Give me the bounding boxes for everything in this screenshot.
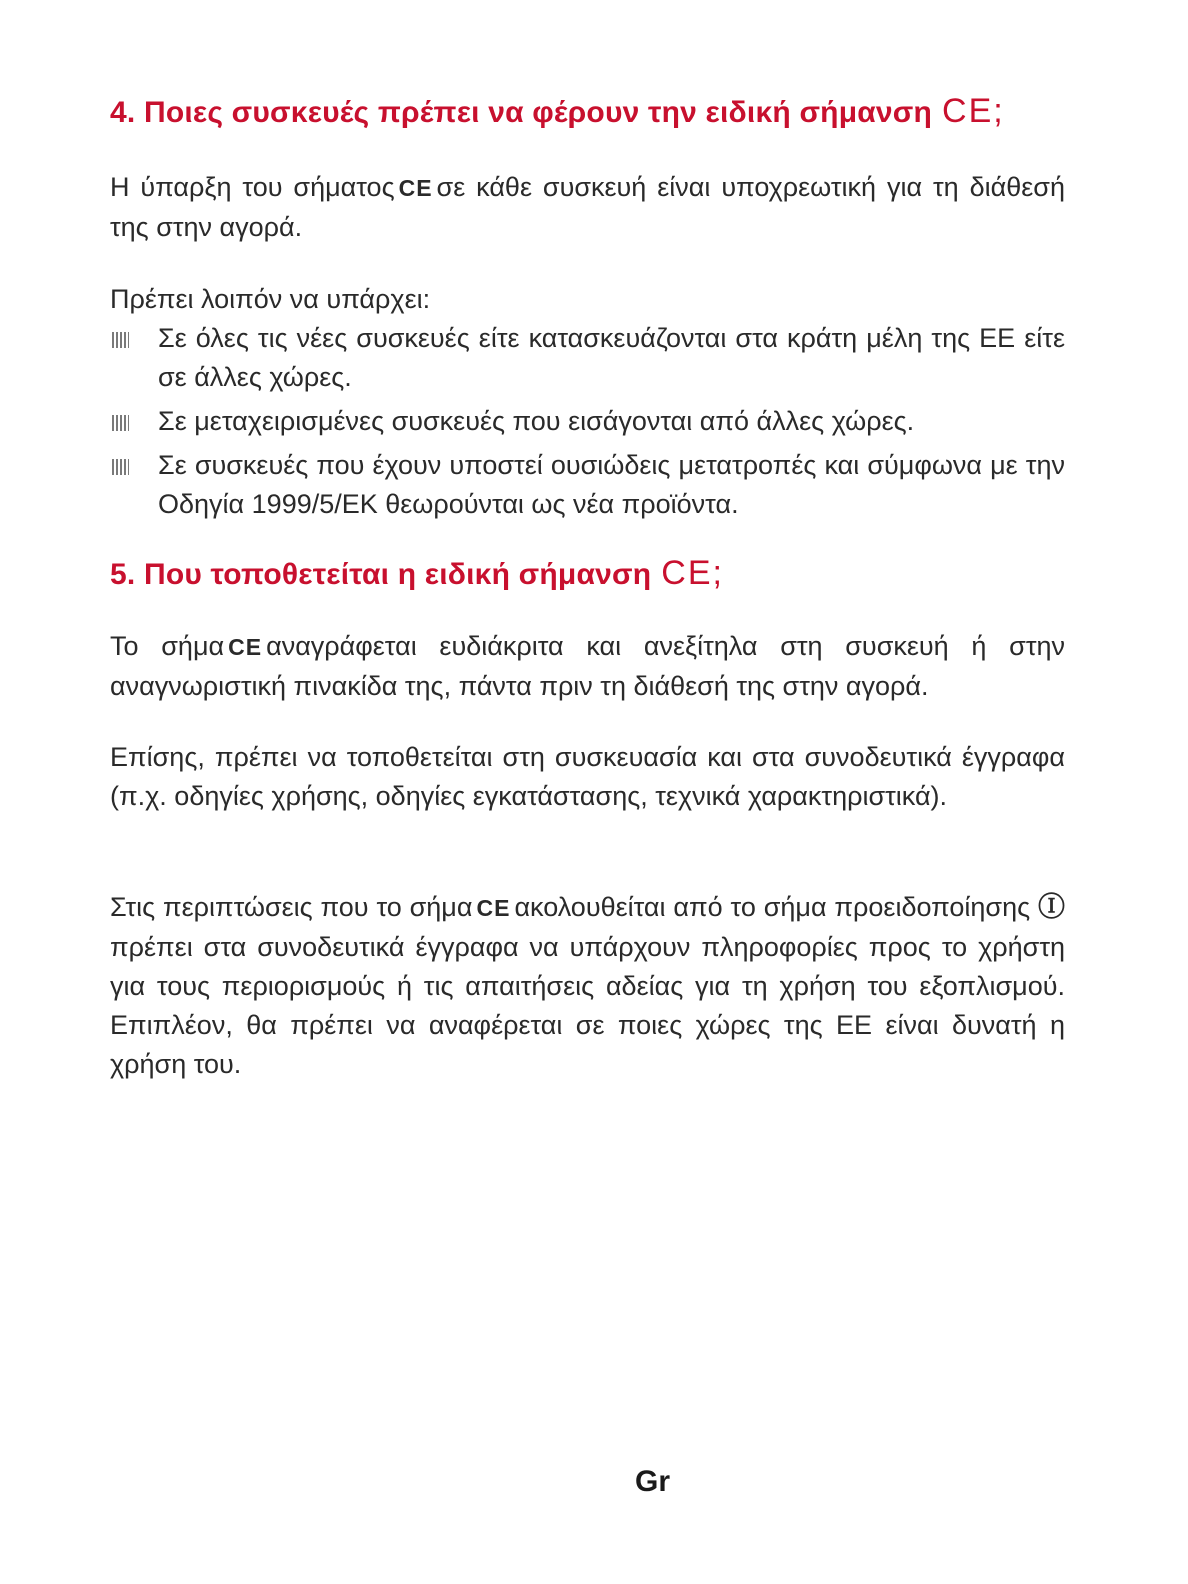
section-4-heading bbox=[110, 92, 1005, 131]
bullet-icon bbox=[112, 459, 129, 475]
text-span: ακολουθείται από το σήμα προειδοποίησης bbox=[514, 892, 1031, 922]
text-span: αναγράφεται ευδιάκριτα και ανεξίτηλα στη συσκευή ή στην αναγνωριστική πινακίδα της, πάντα πριν τη διάθεσή της στην αγορά. bbox=[110, 631, 1066, 701]
section-4-paragraph-2: Πρέπει λοιπόν να υπάρχει: bbox=[110, 284, 431, 314]
ce-mark-icon: CE bbox=[228, 634, 263, 660]
text-span: Το σήμα bbox=[110, 631, 225, 661]
ce-mark-icon: CE; bbox=[661, 554, 724, 592]
bullet-icon bbox=[112, 415, 129, 431]
list-item-text: Σε όλες τις νέες συσκευές είτε κατασκευάζονται στα κράτη μέλη της ΕΕ είτε σε άλλες χώρες. bbox=[158, 323, 1065, 392]
page-footer-language: Gr bbox=[635, 1465, 671, 1498]
ce-mark-icon: CE bbox=[398, 175, 433, 201]
warning-mark-icon: Ⓘ bbox=[1037, 892, 1065, 922]
list-item-text: Σε μεταχειρισμένες συσκευές που εισάγονται από άλλες χώρες. bbox=[158, 406, 915, 436]
section-4-paragraph-1 bbox=[110, 168, 1065, 247]
ce-mark-icon: CE bbox=[476, 895, 511, 921]
ce-mark-icon: CE; bbox=[942, 92, 1005, 130]
list-item bbox=[110, 446, 1065, 524]
section-5-paragraph-3 bbox=[110, 888, 1065, 1084]
section-5-heading-text: 5. Που τοποθετείται η ειδική σήμανση bbox=[110, 558, 652, 591]
list-item bbox=[110, 319, 1065, 397]
text-span: Η ύπαρξη του σήματος bbox=[110, 172, 395, 202]
text-span: Στις περιπτώσεις που το σήμα bbox=[110, 892, 473, 922]
section-5-heading bbox=[110, 554, 724, 593]
section-4-heading-text: 4. Ποιες συσκευές πρέπει να φέρουν την ειδική σήμανση bbox=[110, 96, 933, 129]
list-item bbox=[110, 402, 1065, 441]
list-item-text: Σε συσκευές που έχουν υποστεί ουσιώδεις μετατροπές και σύμφωνα με την Οδηγία 1999/5/ΕΚ θεωρούνται ως νέα προϊόντα. bbox=[158, 450, 1065, 519]
section-5-paragraph-2: Επίσης, πρέπει να τοποθετείται στη συσκευασία και στα συνοδευτικά έγγραφα (π.χ. οδηγίες χρήσης, οδηγίες εγκατάστασης, τεχνικά χαρακτηριστικά). bbox=[110, 742, 1065, 811]
section-5-paragraph-1 bbox=[110, 627, 1065, 706]
text-span: σε κάθε συσκευή είναι υποχρεωτική για τη διάθεσή της στην αγορά. bbox=[110, 172, 1065, 242]
bullet-icon bbox=[112, 332, 129, 348]
text-span: πρέπει στα συνοδευτικά έγγραφα να υπάρχουν πληροφορίες προς το χρήστη για τους περιορισμούς ή τις απαιτήσεις αδείας για τη χρήση του εξοπλισμού. Επιπλέον, θα πρέπει να αναφέρεται σε ποιες χώρες της ΕΕ είναι δυνατή η χρήση του. bbox=[110, 932, 1065, 1079]
section-4-list bbox=[110, 319, 1065, 529]
